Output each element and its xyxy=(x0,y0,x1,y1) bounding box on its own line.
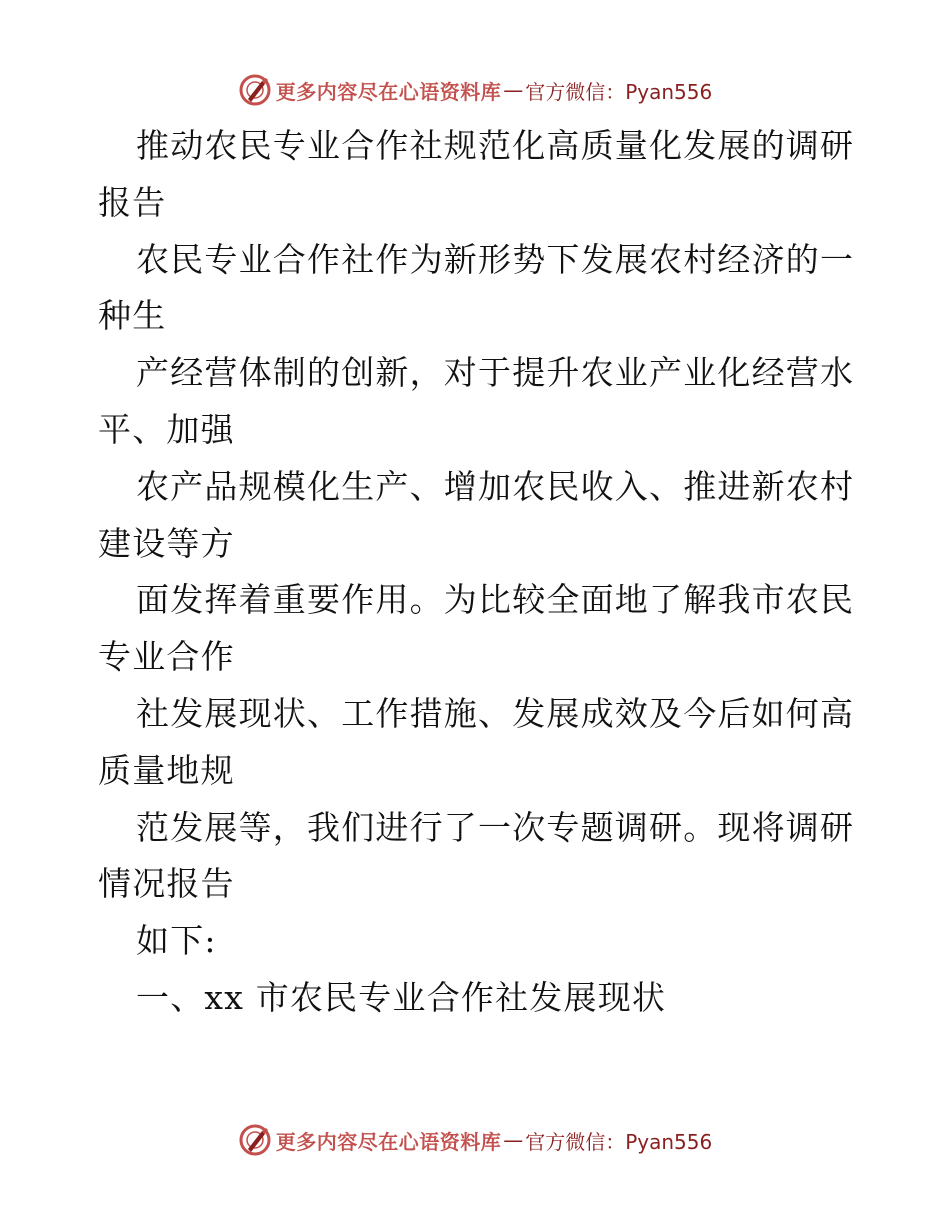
paragraph-line: 如下: xyxy=(136,921,217,961)
paragraph-line: 农民专业合作社作为新形势下发展农村经济的一 xyxy=(136,239,855,279)
wechat-contact: 官方微信：Pyan556 xyxy=(525,1129,713,1154)
paragraph-line: 质量地规 xyxy=(98,750,235,790)
document-body xyxy=(98,118,858,1027)
paragraph-line: 建设等方 xyxy=(98,523,235,563)
paragraph-line: 农产品规模化生产、增加农民收入、推进新农村 xyxy=(136,466,855,506)
footer-watermark-banner xyxy=(0,1120,950,1160)
header-watermark-banner xyxy=(0,70,950,110)
paragraph-line: 产经营体制的创新，对于提升农业产业化经营水 xyxy=(136,353,855,393)
title-line-2: 报告 xyxy=(98,182,167,222)
paragraph-line: 范发展等，我们进行了一次专题调研。现将调研 xyxy=(136,807,855,847)
paragraph-line: 社发展现状、工作措施、发展成效及今后如何高 xyxy=(136,693,855,733)
paragraph-line: 专业合作 xyxy=(98,637,235,677)
brand-dash: — xyxy=(503,1128,524,1152)
paragraph-line: 平、加强 xyxy=(98,409,235,449)
fountain-pen-logo-icon xyxy=(238,73,272,107)
section-heading: 一、xx 市农民专业合作社发展现状 xyxy=(136,977,667,1017)
brand-name: 更多内容尽在心语资料库 xyxy=(275,79,502,104)
title-line-1: 推动农民专业合作社规范化高质量化发展的调研 xyxy=(136,126,855,165)
paragraph-line: 情况报告 xyxy=(98,864,235,904)
fountain-pen-logo-icon xyxy=(238,1123,272,1157)
paragraph-line: 种生 xyxy=(98,296,167,336)
brand-dash: — xyxy=(503,78,524,102)
paragraph-line: 面发挥着重要作用。为比较全面地了解我市农民 xyxy=(136,580,855,620)
brand-name: 更多内容尽在心语资料库 xyxy=(275,1129,502,1154)
wechat-contact: 官方微信：Pyan556 xyxy=(525,79,713,104)
